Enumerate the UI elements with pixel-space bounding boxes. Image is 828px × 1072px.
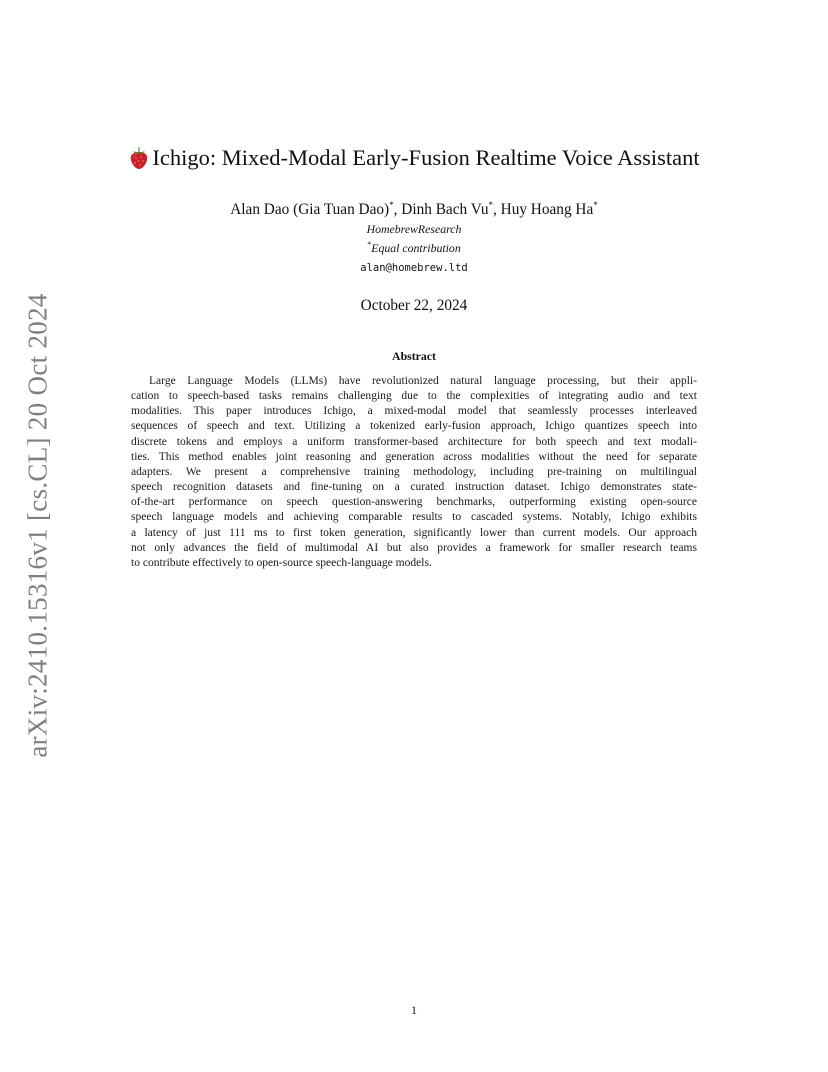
author-name: Dinh Bach Vu xyxy=(401,201,489,219)
contact-email[interactable]: alan@homebrew.ltd xyxy=(360,262,468,274)
author-separator: , xyxy=(492,201,501,219)
author-name: Alan Dao (Gia Tuan Dao) xyxy=(230,201,390,219)
abstract-line: speech recognition datasets and fine-tuning on a curated instruction dataset. Ichigo demonstrates state- xyxy=(131,481,697,494)
author-mark: * xyxy=(389,200,394,210)
author-mark: * xyxy=(488,200,493,210)
abstract-line: discrete tokens and employs a uniform transformer-based architecture for both speech and text modali- xyxy=(131,435,697,448)
paper-title: Ichigo: Mixed-Modal Early-Fusion Realtime Voice Assistant xyxy=(152,145,700,170)
author-mark: * xyxy=(593,200,598,210)
abstract-line: a latency of just 111 ms to first token generation, significantly lower than current models. Our approach xyxy=(131,526,697,539)
abstract-line: not only advances the field of multimodal AI but also provides a framework for smaller research teams xyxy=(131,541,697,554)
page-number: 1 xyxy=(411,1003,417,1017)
abstract-line: speech language models and achieving comparable results to cascaded systems. Notably, Ichigo exhibits xyxy=(131,511,697,524)
abstract-body xyxy=(131,374,697,571)
abstract-line: modalities. This paper introduces Ichigo, a mixed-modal model that seamlessly processes interleaved xyxy=(131,405,697,418)
abstract-line: sequences of speech and text. Utilizing a tokenized early-fusion approach, Ichigo quantizes speech into xyxy=(131,420,697,433)
abstract-line: of-the-art performance on speech question-answering benchmarks, outperforming existing open-source xyxy=(131,496,697,509)
abstract-line: cation to speech-based tasks remains challenging due to the complexities of integrating audio and text xyxy=(131,390,697,403)
paper-date: October 22, 2024 xyxy=(360,297,468,314)
equal-contribution-text: Equal contribution xyxy=(371,240,461,255)
paper-title-row xyxy=(0,145,828,171)
abstract-line: Large Language Models (LLMs) have revolutionized natural language processing, but their appli- xyxy=(149,375,697,387)
equal-contribution-note xyxy=(0,240,828,256)
abstract-line: ties. This method enables joint reasoning and generation across modalities without the need for separate xyxy=(131,450,697,463)
abstract-line: adapters. We present a comprehensive training methodology, including pre-training on multilingual xyxy=(131,465,697,478)
author-separator: , xyxy=(393,201,402,219)
abstract-line: to contribute effectively to open-source speech-language models. xyxy=(131,556,432,569)
arxiv-identifier: arXiv:2410.15316v1 [cs.CL] 20 Oct 2024 xyxy=(22,292,53,758)
author-list xyxy=(0,200,828,219)
affiliation: HomebrewResearch xyxy=(366,222,462,236)
equal-contribution-mark: * xyxy=(367,240,372,249)
strawberry-icon xyxy=(128,146,150,170)
author-name: Huy Hoang Ha xyxy=(500,201,594,219)
abstract-heading: Abstract xyxy=(392,349,436,363)
